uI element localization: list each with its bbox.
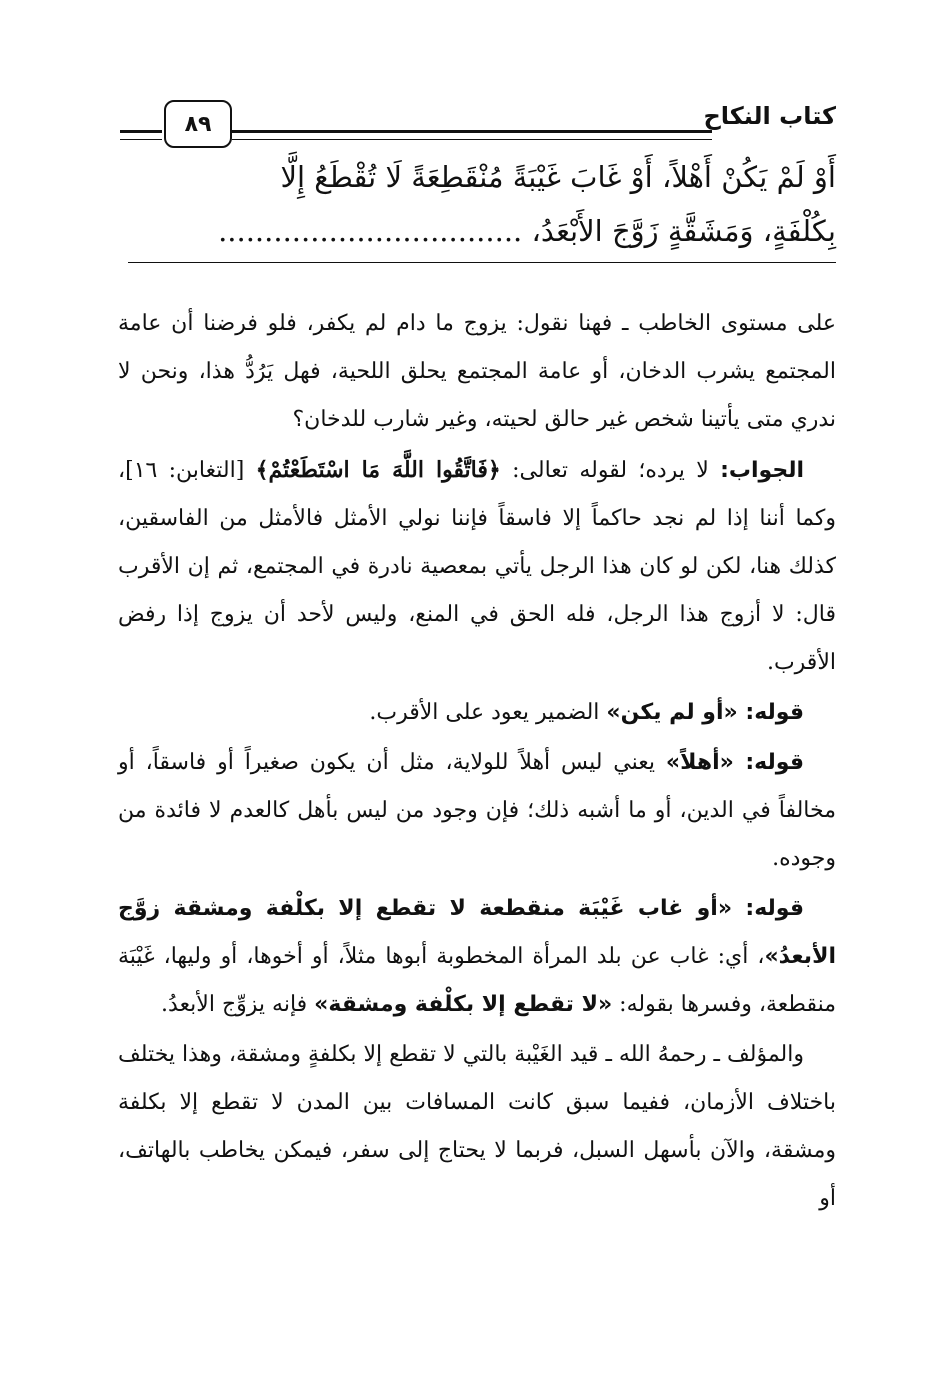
matn-text: [128, 150, 836, 258]
matn-line-2: [128, 204, 836, 258]
paragraph-1: على مستوى الخاطب ـ فهنا نقول: يزوج ما دام لم يكفر، فلو فرضنا أن عامة المجتمع يشرب الدخان، أو عامة المجتمع يحلق اللحية، فهل يَرُدُّ هذا، ونحن لا ندري متى يأتينا شخص غير حالق لحيته، وغير شارب للدخان؟: [118, 311, 836, 432]
paragraph-4: [118, 739, 836, 883]
qawluhu-label: قوله:: [745, 750, 804, 775]
matn-quote-2: «لا تقطع إلا بكلْفة ومشقة»: [314, 992, 613, 1017]
matn-line-1: أَوْ لَمْ يَكُنْ أَهْلاً، أَوْ غَابَ غَيْبَةً مُنْقَطِعَةً لَا تُقْطَعُ إِلَّا: [280, 160, 836, 194]
paragraph-6: والمؤلف ـ رحمهُ الله ـ قيد الغَيْبة بالتي لا تقطع إلا بكلفةٍ ومشقة، وهذا يختلف باختلاف الأزمان، ففيما سبق كانت المسافات بين المدن لا تقطع إلا بكلفة ومشقة، والآن بأسهل السبل، فربما لا يحتاج إلى سفر، فيمكن يخاطب بالهاتف، أو: [118, 1042, 836, 1211]
paragraph-4-text: يعني ليس أهلاً للولاية، مثل أن يكون صغيراً أو فاسقاً، أو مخالفاً في الدين، أو ما أشبه ذلك؛ فإن وجود من ليس بأهل كالعدم لا فائدة من وجوده.: [118, 750, 836, 871]
commentary-text: [118, 300, 836, 1223]
paragraph-2: [118, 446, 836, 687]
paragraph-2-b: [التغابن: ١٦]، وكما أننا إذا لم نجد حاكماً إلا فاسقاً فإننا نولي الأمثل فالأمثل من الفاسقين، كذلك هنا، لكن لو كان هذا الرجل يأتي بمعصية نادرة في المجتمع، ثم إن الأقرب قال: لا أزوج هذا الرجل، فله الحق في المنع، وليس لأحد أن يزوج إذا رفض الأقرب.: [118, 458, 836, 675]
paragraph-5-text-a: ، أي: غاب عن بلد المرأة المخطوبة أبوها مثلاً، أو أخوها، أو وليها، غَيْبَة منقطعة، وفسرها بقوله:: [118, 944, 836, 1017]
header-rule: [232, 130, 712, 140]
matn-line-2-text: بِكُلْفَةٍ، وَمَشَقَّةٍ زَوَّجَ الأَبْعَدُ،: [531, 214, 836, 248]
matn-dots: .................................: [218, 214, 523, 248]
page-header: [120, 98, 836, 148]
header-rule-left: [120, 130, 162, 140]
page-number: ٨٩: [164, 100, 232, 148]
matn-quote: «أهلاً»: [665, 750, 746, 775]
quran-verse: ﴿فَاتَّقُوا اللَّهَ مَا اسْتَطَعْتُمْ﴾: [255, 457, 501, 483]
book-title: كتاب النكاح: [703, 102, 836, 130]
matn-separator: [128, 262, 836, 263]
qawluhu-label: قوله:: [745, 896, 804, 921]
paragraph-2-a: لا يرده؛ لقوله تعالى:: [500, 458, 721, 483]
matn-quote: «أو غاب غَيْبَة منقطعة لا تقطع إلا بكلْفة ومشقة زوَّج الأبعدُ»: [118, 896, 836, 969]
answer-label: الجواب:: [720, 458, 804, 483]
paragraph-3-text: الضمير يعود على الأقرب.: [369, 700, 607, 725]
matn-quote: «أو لم يكن»: [606, 700, 746, 725]
paragraph-3: [118, 689, 836, 737]
paragraph-5-text-b: فإنه يزوِّج الأبعدُ.: [161, 992, 315, 1017]
qawluhu-label: قوله:: [745, 700, 804, 725]
paragraph-5: [118, 885, 836, 1029]
